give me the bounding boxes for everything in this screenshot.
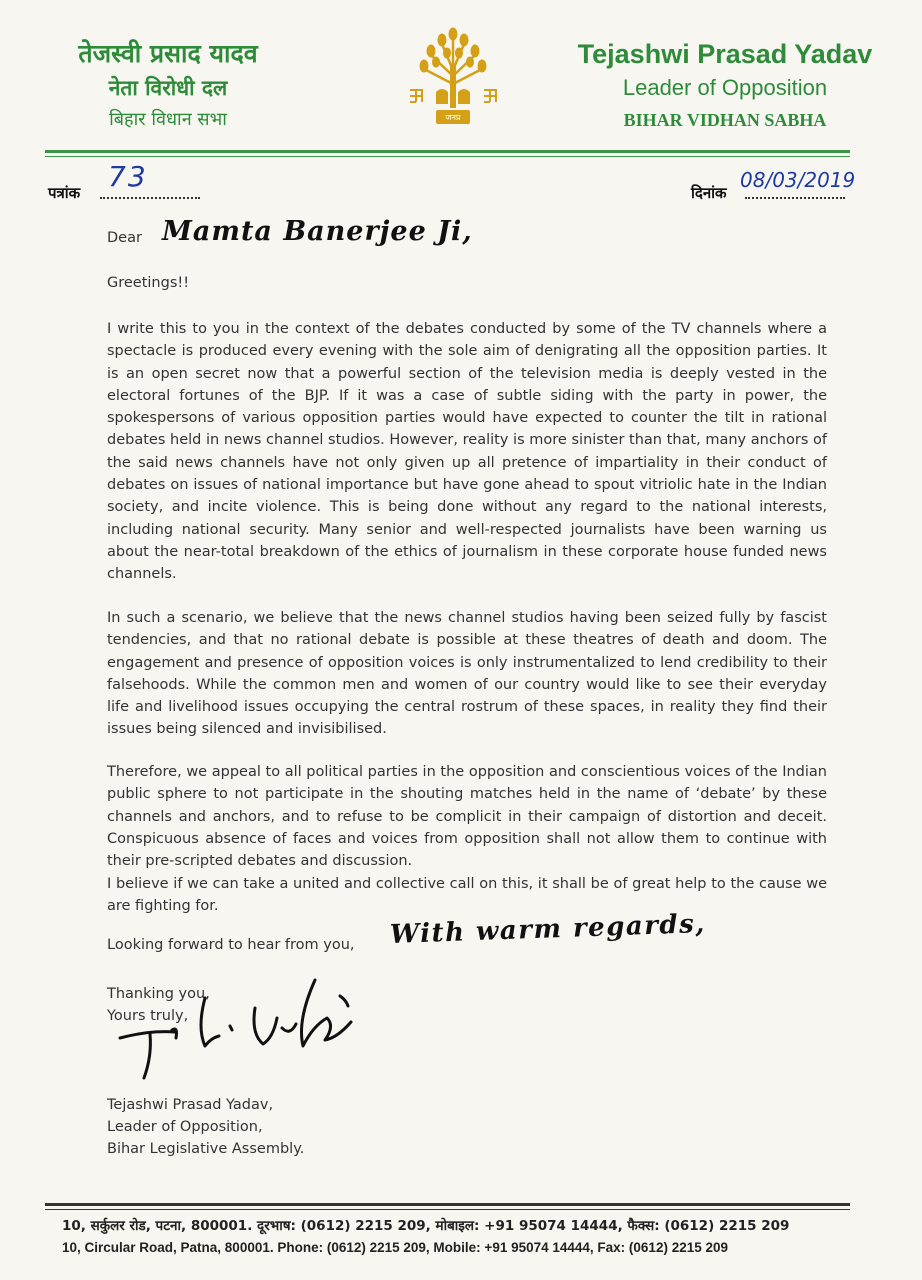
logo-text: जनप्र [445, 113, 461, 122]
letterhead-english [560, 36, 890, 136]
signer-title: Leader of Opposition, [107, 1119, 263, 1135]
footer-address-hindi: 10, सर्कुलर रोड, पटना, 800001. दूरभाष: (0612) 2215 209, मोबाइल: +91 95074 14444, फैक्स: (0612) 2215 209 [62, 1218, 790, 1234]
signer-block [107, 1094, 304, 1160]
footer-rule-thin [45, 1209, 850, 1210]
signature-image [110, 968, 400, 1088]
body-paragraph-1: I write this to you in the context of the debates conducted by some of the TV channels where a spectacle is produced every evening with the sole aim of denigrating all the opposition parties. It is an open secret now that a powerful section of the television media is deeply vested in the electoral fortunes of the BJP. If it was a case of subtle siding with the party in power, the spokespersons of various opposition parties would have expected to counter the tilt in rational debates held in news channel studios. However, reality is more sinister than that, many anchors of the said news channels have not only given up all pretence of impartiality in their conduct of debates on issues of national importance but have gone ahead to spout vitriolic hate in the Indian society, and incite violence. This is being done without any regard to the national interests, including national security. Many senior and well-respected journalists have been warning us about the near-total breakdown of the ethics of journalism in these corporate house funded news channels. [107, 321, 827, 583]
body-paragraph-4: I believe if we can take a united and collective call on this, it shall be of great help to the cause we are fighting for. [107, 876, 827, 915]
letterhead-hindi [48, 36, 288, 136]
greeting: Greetings!! [107, 275, 190, 291]
body-paragraph-3: Therefore, we appeal to all political parties in the opposition and conscientious voices of the Indian public sphere to not participate in the shouting matches held in the name of ‘debate’ by these channels and anchors, and to refuse to be complicit in their campaign of distortion and deceit. Conspicuous absence of faces and voices from opposition shall not allow them to continue with their pre-scripted debates and discussion. [107, 764, 827, 870]
yours-truly: Yours truly, [107, 1008, 189, 1024]
header-rule-thin [45, 156, 850, 157]
handwritten-regards: With warm regards, [389, 908, 707, 950]
title-english: Leader of Opposition [622, 75, 828, 100]
thanking-you: Thanking you, [107, 986, 210, 1002]
date-value: 08/03/2019 [740, 168, 856, 192]
looking-forward: Looking forward to hear from you, [107, 937, 355, 953]
reference-dotted-line [100, 197, 200, 199]
body-paragraph-2: In such a scenario, we believe that the news channel studios having been seized fully by fascist tendencies, and that no rational debate is possible at these theatres of death and doom. The engagement and presence of opposition voices is only instrumentalized to lend credibility to their falsehoods. While the common men and women of our country would like to see their everyday life and livelihood issues occupying the central rostrum of these spaces, in reality they find their issues being silenced and invisibilised. [107, 610, 827, 738]
footer-rule [45, 1203, 850, 1206]
title-hindi: नेता विरोधी दल [108, 76, 228, 100]
dear-label: Dear [107, 230, 142, 246]
house-hindi: बिहार विधान सभा [109, 109, 227, 130]
house-english: BIHAR VIDHAN SABHA [623, 110, 827, 130]
emblem-tree-logo-icon [404, 26, 502, 130]
reference-label: पत्रांक [48, 184, 81, 202]
signer-name: Tejashwi Prasad Yadav, [107, 1097, 274, 1113]
name-english: Tejashwi Prasad Yadav [577, 39, 873, 69]
signer-org: Bihar Legislative Assembly. [107, 1141, 305, 1157]
date-label: दिनांक [691, 184, 727, 202]
footer-address-english: 10, Circular Road, Patna, 800001. Phone: (0612) 2215 209, Mobile: +91 95074 14444, Fax: (0612) 2215 209 [62, 1240, 729, 1255]
date-dotted-line [745, 197, 845, 199]
header-rule [45, 150, 850, 153]
reference-number: 73 [108, 160, 148, 193]
addressee-handwritten: Mamta Banerjee Ji, [162, 216, 473, 247]
name-hindi: तेजस्वी प्रसाद यादव [78, 39, 258, 68]
